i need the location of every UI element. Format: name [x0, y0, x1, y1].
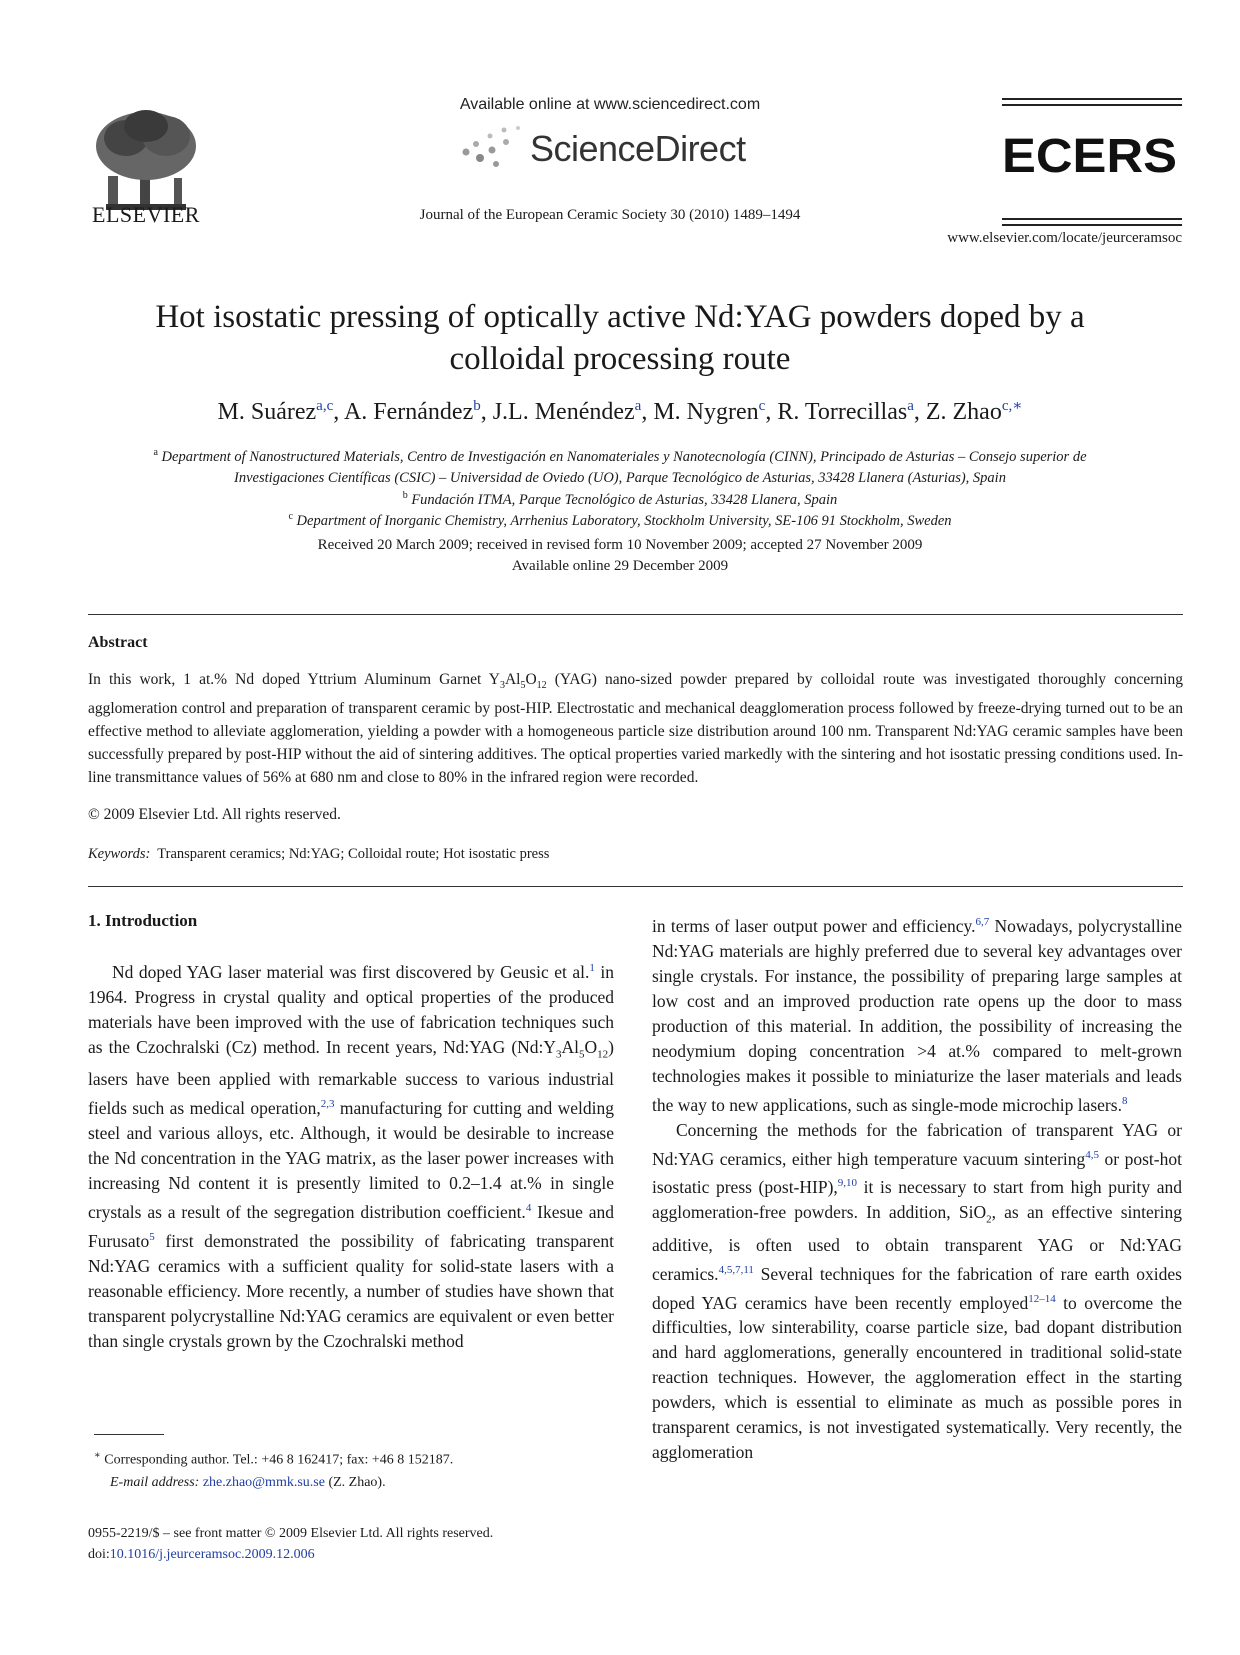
- article-title-line-2: colloidal processing route: [449, 341, 791, 377]
- received-dates: Received 20 March 2009; received in revised form 10 November 2009; accepted 27 November 2009: [317, 537, 923, 553]
- citation-link[interactable]: 6,7: [975, 916, 990, 928]
- ecers-logo-text: ECERS: [1002, 130, 1177, 180]
- corresponding-author-footnote: [94, 1445, 614, 1494]
- author-separator: ,: [333, 399, 344, 425]
- intro-paragraph-1: Nd doped YAG laser material was first discovered by Geusic et al.$^1$ in 1964. Progress in crystal quality and optical properties of the produced materials have been improved with the use of fabrication techniques such as the Czochralski (Cz) method. In recent years, Nd:YAG $(Nd:Y_3Al_5O_{12})$ lasers have been applied with remarkable success to various industrial fields such as medical operation,$^{2,3}$ manufacturing for cutting and welding steel and various alloys, etc. Although, it would be desirable to increase the Nd concentration in the YAG matrix, as the laser power increases with increasing Nd content it is presently limited to 0.2–1.4 at.% in single crystals as a result of the segregation distribution coefficient.$^4$ Ikesue and Furusato$^5$ first demonstrated the possibility of fabricating transparent Nd:YAG ceramics with a sufficient quality for solid-state lasers with a reasonable efficiency. More recently, a number of studies have shown that transparent polycrystalline Nd:YAG ceramics are equivalent or even better than single crystals grown by the Czochralski method: [88, 961, 614, 1351]
- email-suffix: (Z. Zhao).: [324, 1474, 386, 1490]
- author-separator: ,: [641, 399, 654, 425]
- article-dates: [200, 535, 1040, 577]
- abstract-copyright: © 2009 Elsevier Ltd. All rights reserved.: [88, 806, 341, 823]
- citation-link[interactable]: 4,5,7,11: [718, 1263, 754, 1276]
- author-separator: ,: [913, 399, 926, 425]
- author-affiliation-mark[interactable]: a,c: [316, 398, 334, 414]
- available-online-date: Available online 29 December 2009: [511, 558, 729, 574]
- header-rule: [1002, 218, 1182, 220]
- footnote-mark: ∗: [94, 1450, 101, 1461]
- affiliation-text: Department of Inorganic Chemistry, Arrhenius Laboratory, Stockholm University, SE-106 91 Stockholm, Sweden: [296, 512, 952, 529]
- intro-right-column: [652, 910, 1182, 1465]
- affiliation-c: [80, 506, 1160, 532]
- author-affiliation-mark[interactable]: c,∗: [1001, 398, 1023, 414]
- intro-paragraph-continued: in terms of laser output power and efficiency.$^{6,7}$ Nowadays, polycrystalline Nd:YAG materials are highly preferred due to several key advantages over single crystals. For instance, the possibility of preparing large samples at low cost and an improved production rate opens up the door to mass production of this material. In addition, the possibility of increasing the neodymium doping concentration >4 at.% compared to melt-grown technologies makes it possible to miniaturize the laser materials and leads the way to new applications, such as single-mode microchip lasers.$^8$: [652, 915, 1183, 1115]
- citation-link[interactable]: 4: [525, 1202, 532, 1215]
- abstract-heading: Abstract: [88, 634, 148, 651]
- keywords: [88, 846, 549, 863]
- author-name: M. Nygren: [653, 399, 759, 425]
- author-name: M. Suárez: [217, 399, 317, 425]
- section-heading-introduction: 1. Introduction: [88, 911, 198, 930]
- affiliation-a: [80, 442, 1160, 489]
- ecers-society-logo: [1002, 128, 1182, 180]
- journal-url-link[interactable]: www.elsevier.com/locate/jeurceramsoc: [947, 230, 1182, 246]
- affiliation-text: Department of Nanostructured Materials, Centro de Investigación en Nanomateriales y Nanotecnología (CINN), Principado de Asturias – Consejo superior de: [161, 448, 1087, 465]
- doi-label: doi:: [88, 1547, 110, 1562]
- citation-link[interactable]: 1: [589, 962, 595, 974]
- footnote-contact: Corresponding author. Tel.: +46 8 162417; fax: +46 8 152187.: [100, 1452, 454, 1468]
- journal-citation: Journal of the European Ceramic Society 30 (2010) 1489–1494: [419, 207, 801, 223]
- front-matter-note: [88, 1523, 648, 1565]
- intro-paragraph-2: Concerning the methods for the fabrication of transparent YAG or Nd:YAG ceramics, either high temperature vacuum sintering$^{4,5}$ or post-hot isostatic press (post-HIP),$^{9,10}$ it is necessary to start from high purity and agglomeration-free powders. In addition, SiO$_2$, as an effective sintering additive, is often used to obtain transparent YAG or Nd:YAG ceramics.$^{4,5,7,11}$ Several techniques for the fabrication of rare earth oxides doped YAG ceramics have been recently employed$^{12-14}$ to overcome the difficulties, low sinterability, coarse particle size, bad dopant distribution and hard agglomerations, generally encountered in traditional solid-state reaction techniques. However, the agglomeration effect in the starting powders, which is essential to eliminate as much as possible pores in transparent ceramics, is not investigated systematically. Very recently, the agglomeration: [652, 1119, 1182, 1463]
- sciencedirect-dots-icon: [460, 122, 532, 170]
- article-title-line-1: Hot isostatic pressing of optically active Nd:YAG powders doped by a: [155, 299, 1085, 335]
- author-name: J.L. Menéndez: [492, 399, 635, 425]
- keywords-list: Transparent ceramics; Nd:YAG; Colloidal route; Hot isostatic press: [157, 846, 550, 862]
- citation-link[interactable]: 4,5: [1085, 1148, 1099, 1161]
- affiliation-mark: b: [402, 490, 408, 501]
- affiliation-text: Fundación ITMA, Parque Tecnológico de Asturias, 33428 Llanera, Spain: [411, 491, 838, 508]
- issn-line: 0955-2219/$ – see front matter © 2009 Elsevier Ltd. All rights reserved.: [88, 1526, 494, 1541]
- available-online-text[interactable]: Available online at www.sciencedirect.com: [459, 96, 761, 113]
- author-affiliation-mark[interactable]: a: [634, 398, 642, 414]
- author-name: A. Fernández: [343, 399, 474, 425]
- author-affiliation-mark[interactable]: b: [473, 398, 481, 414]
- section-divider: [88, 614, 1183, 615]
- email-label: E-mail address:: [110, 1474, 200, 1490]
- email-link[interactable]: zhe.zhao@mmk.su.se: [202, 1474, 325, 1490]
- author-name: R. Torrecillas: [777, 399, 908, 425]
- keywords-label: Keywords:: [88, 846, 151, 862]
- article-title: [100, 296, 1140, 380]
- author-affiliation-mark[interactable]: a: [907, 398, 914, 414]
- affiliation-text: Investigaciones Científicas (CSIC) – Universidad de Oviedo (UO), Parque Tecnológico de Asturias, 33428 Llanera (Asturias), Spain: [234, 469, 1006, 486]
- author-affiliation-mark[interactable]: c: [758, 398, 766, 414]
- citation-link[interactable]: 5: [149, 1230, 155, 1243]
- header-rule: [1002, 98, 1182, 100]
- author-separator: ,: [480, 399, 493, 425]
- author-list: [100, 396, 1140, 426]
- header-rule: [1002, 104, 1182, 106]
- section-divider: [88, 886, 1183, 887]
- citation-link[interactable]: 2,3: [320, 1098, 335, 1111]
- doi-link[interactable]: 10.1016/j.jeurceramsoc.2009.12.006: [109, 1547, 315, 1562]
- footnote-rule: [94, 1434, 164, 1435]
- citation-link[interactable]: 12–14: [1028, 1292, 1056, 1305]
- affiliation-mark: c: [288, 511, 293, 522]
- publisher-wordmark: ELSEVIER: [92, 202, 200, 227]
- sciencedirect-wordmark: ScienceDirect: [530, 128, 746, 169]
- header-rule: [1002, 224, 1182, 226]
- citation-link[interactable]: 8: [1121, 1094, 1128, 1107]
- citation-link[interactable]: 9,10: [837, 1177, 858, 1190]
- abstract-text: In this work, 1 at.% Nd doped Yttrium Aluminum Garnet $Y_3Al_5O_{12}$ (YAG) nano-sized powder prepared by colloidal route was investigated thoroughly concerning agglomeration control and preparation of transparent ceramic by post-HIP. Electrostatic and mechanical deagglomeration process followed by freeze-drying turned out to be an effective method to alleviate agglomeration, yielding a powder with a homogeneous particle size distribution around 100 nm. Transparent Nd:YAG ceramic samples have been successfully prepared by post-HIP without the aid of sintering additives. The optical properties varied markedly with the sintering and hot isostatic pressing conditions used. In-line transmittance values of 56% at 680 nm and close to 80% in the infrared region were recorded.: [88, 671, 1183, 787]
- author-name: Z. Zhao: [925, 399, 1002, 425]
- affiliation-mark: a: [153, 447, 158, 458]
- author-separator: ,: [765, 399, 778, 425]
